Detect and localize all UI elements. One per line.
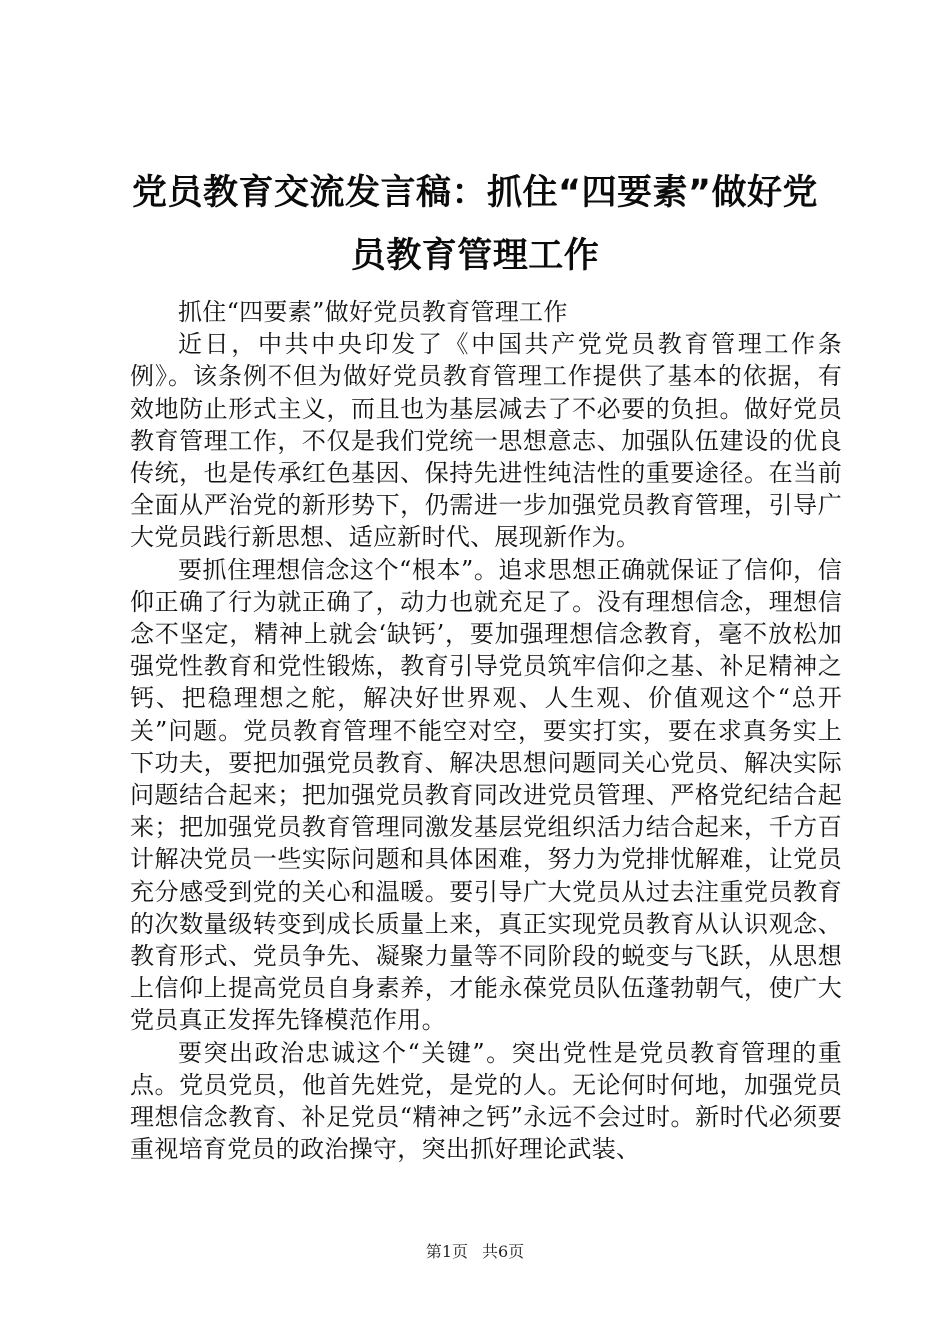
body-paragraph: 近日，中共中央印发了《中国共产党党员教育管理工作条例》。该条例不但为做好党员教育管理工作提供了基本的依据，有效地防止形式主义，而且也为基层减去了不必要的负担。做好党员教育管理工作，不仅是我们党统一思想意志、加强队伍建设的优良传统，也是传承红色基因、保持先进性纯洁性的重要途径。在当前全面从严治党的新形势下，仍需进一步加强党员教育管理，引导广大党员践行新思想、适应新时代、展现新作为。	[130, 330, 842, 552]
title-line-2: 员教育管理工作	[350, 236, 600, 276]
page-total: 共6页	[482, 1242, 525, 1261]
page-number: 第1页	[425, 1242, 468, 1261]
body-paragraph: 要突出政治忠诚这个“关键”。突出党性是党员教育管理的重点。党员党员，他首先姓党，是党的人。无论何时何地，加强党员理想信念教育、补足党员“精神之钙”永远不会过时。新时代必须要重视培育党员的政治操守，突出抓好理论武装、	[130, 1038, 842, 1164]
document-title	[112, 162, 838, 288]
title-line-1: 党员教育交流发言稿：抓住“四要素”做好党	[131, 173, 818, 213]
subtitle-paragraph: 抓住“四要素”做好党员教育管理工作	[178, 298, 568, 326]
page-footer	[0, 1241, 950, 1263]
document-body	[130, 296, 842, 1165]
body-paragraph: 要抓住理想信念这个“根本”。追求思想正确就保证了信仰，信仰正确了行为就正确了，动力也就充足了。没有理想信念，理想信念不坚定，精神上就会‘缺钙’，要加强理想信念教育，毫不放松加强党性教育和党性锻炼，教育引导党员筑牢信仰之基、补足精神之钙、把稳理想之舵，解决好世界观、人生观、价值观这个“总开关”问题。党员教育管理不能空对空，要实打实，要在求真务实上下功夫，要把加强党员教育、解决思想问题同关心党员、解决实际问题结合起来；把加强党员教育同改进党员管理、严格党纪结合起来；把加强党员教育管理同激发基层党组织活力结合起来，千方百计解决党员一些实际问题和具体困难，努力为党排忧解难，让党员充分感受到党的关心和温暖。要引导广大党员从过去注重党员教育的次数量级转变到成长质量上来，真正实现党员教育从认识观念、教育形式、党员争先、凝聚力量等不同阶段的蜕变与飞跃，从思想上信仰上提高党员自身素养，才能永葆党员队伍蓬勃朝气，使广大党员真正发挥先锋模范作用。	[130, 555, 842, 1035]
